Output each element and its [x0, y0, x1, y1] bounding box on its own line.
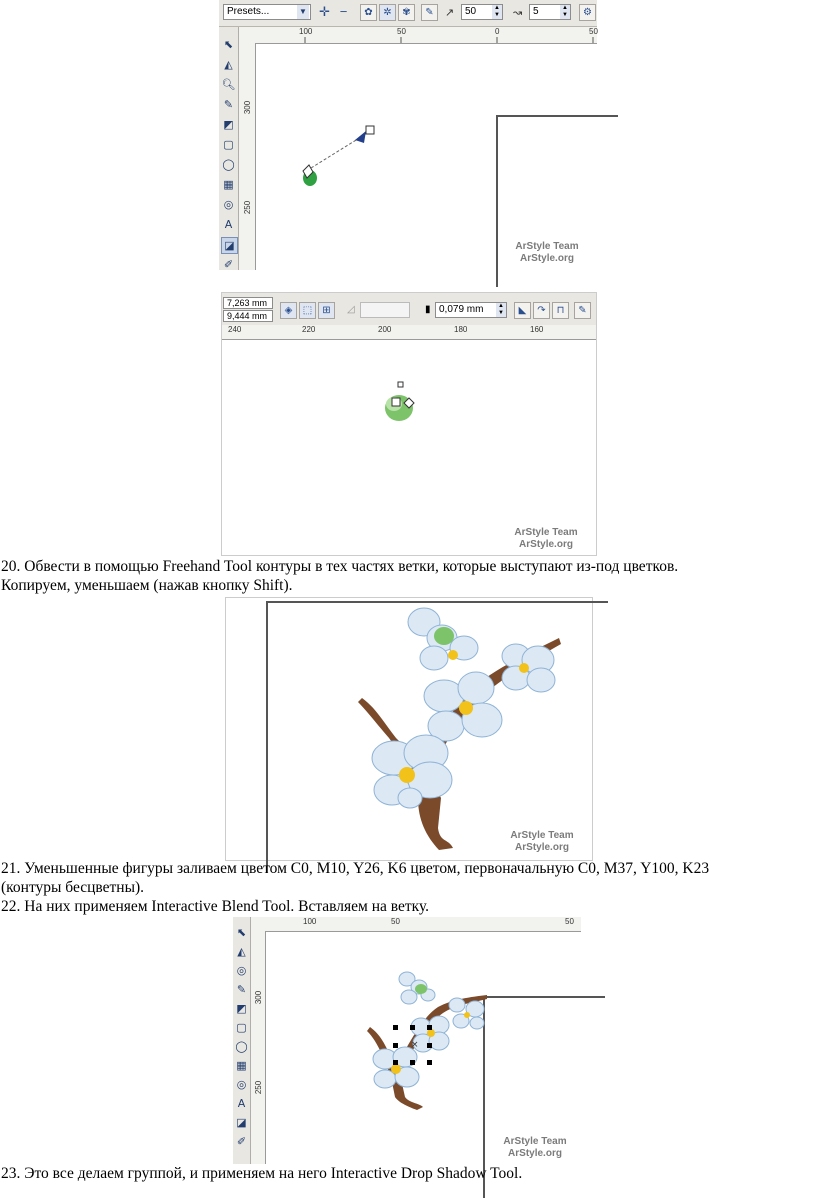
step-21-line-1: 21. Уменьшенные фигуры заливаем цветом C0, M10, Y26, K6 цветом, первоначальную C0, M37, Y100, K23 — [1, 860, 710, 877]
interactive-tool-icon[interactable]: ◪ — [236, 1116, 247, 1129]
smart-fill-icon[interactable]: ◩ — [236, 1002, 247, 1015]
end-handle-icon — [366, 126, 374, 134]
ruler-label: 50 — [589, 27, 598, 36]
smart-fill-icon[interactable]: ◩ — [223, 118, 234, 131]
watermark — [501, 241, 593, 265]
rectangle-tool-icon[interactable]: ▢ — [223, 138, 234, 151]
remove-preset-button[interactable]: − — [339, 4, 348, 19]
ellipse-tool-icon[interactable]: ◯ — [235, 1040, 248, 1053]
node-icon-3[interactable]: ⊞ — [318, 302, 335, 319]
watermark-line: ArStyle Team — [510, 830, 574, 841]
pick-tool-icon[interactable]: ⬉ — [223, 38, 234, 51]
node-icon-1[interactable]: ◈ — [280, 302, 297, 319]
watermark-line: ArStyle Team — [515, 241, 579, 252]
screenshot-2 — [221, 292, 597, 556]
ruler-label: 300 — [254, 990, 264, 1005]
freehand-tool-icon[interactable]: ✎ — [236, 983, 247, 996]
angle-icon: ◿ — [347, 304, 355, 315]
add-preset-button[interactable]: ✛ — [319, 4, 330, 19]
text-tool-icon[interactable]: A — [224, 218, 233, 231]
basic-shapes-icon[interactable]: ◎ — [236, 1078, 247, 1091]
step-23-line-1: 23. Это все делаем группой, и применяем на него Interactive Drop Shadow Tool. — [1, 1165, 523, 1182]
cherry-branch-drawing — [233, 917, 581, 1164]
options-icon[interactable]: ✎ — [574, 302, 591, 319]
watermark-line: ArStyle.org — [519, 539, 573, 550]
shape-tool-icon[interactable]: ◭ — [224, 58, 233, 71]
start-handle-icon — [392, 398, 400, 406]
ruler-label: 300 — [243, 100, 253, 115]
spinner-icon[interactable]: ▲ ▼ — [560, 5, 570, 19]
step-20-line-1: 20. Обвести в помощью Freehand Tool контуры в тех частях ветки, которые выступают из-под цветков. — [1, 558, 679, 575]
flower-center — [459, 701, 473, 715]
flower-center — [391, 1064, 401, 1074]
basic-shapes-icon[interactable]: ◎ — [223, 198, 234, 211]
flower-center — [399, 767, 415, 783]
width-value: 5 — [533, 6, 539, 17]
screenshot-4 — [233, 917, 581, 1164]
step-21-line-2: (контуры бесцветны). — [1, 879, 145, 896]
blend-drag-drawing — [219, 0, 597, 270]
ruler-label: 250 — [254, 1080, 264, 1095]
step-20-line-2: Копируем, уменьшаем (нажав кнопку Shift). — [1, 577, 293, 594]
watermark — [500, 527, 592, 551]
blend-icon-4[interactable]: ✎ — [421, 4, 438, 21]
ruler-label: 50 — [397, 27, 406, 36]
ruler-label: 100 — [303, 917, 317, 926]
watermark-line: ArStyle Team — [514, 527, 578, 538]
cherry-branch-drawing — [226, 598, 592, 860]
node-icon-2[interactable]: ⬚ — [299, 302, 316, 319]
watermark-line: ArStyle.org — [520, 253, 574, 264]
step-22-line-1: 22. На них применяем Interactive Blend Tool. Вставляем на ветку. — [1, 898, 430, 915]
ruler-label: 240 — [228, 325, 242, 334]
ellipse-tool-icon[interactable]: ◯ — [222, 158, 235, 171]
watermark-line: ArStyle.org — [515, 842, 569, 853]
pick-tool-icon[interactable]: ⬉ — [236, 926, 247, 939]
leaf-shape — [415, 984, 427, 994]
options-icon[interactable]: ⚙ — [579, 4, 596, 21]
blend-icon-1[interactable]: ✿ — [360, 4, 377, 21]
ruler-label: 180 — [454, 325, 468, 334]
blend-icon-3[interactable]: ✾ — [398, 4, 415, 21]
watermark — [496, 830, 588, 854]
polygon-tool-icon[interactable]: ▦ — [223, 178, 234, 191]
interactive-blend-icon[interactable]: ◪ — [221, 237, 238, 254]
chevron-down-icon: ▼ — [297, 5, 309, 19]
steps-value: 50 — [465, 6, 477, 17]
arrow-blue-icon — [355, 131, 366, 143]
leaf-shape — [434, 627, 454, 645]
spinner-icon[interactable]: ▲ ▼ — [492, 5, 502, 19]
eyedropper-icon[interactable]: ✐ — [223, 258, 234, 271]
zoom-tool-icon[interactable]: 🔍︎ — [221, 78, 236, 91]
ruler-label: 0 — [495, 27, 500, 36]
spinner-icon[interactable]: ▲ ▼ — [496, 303, 506, 317]
rotate-icon[interactable]: ↷ — [533, 302, 550, 319]
ruler-label: 200 — [378, 325, 392, 334]
shape-tool-icon[interactable]: ◭ — [237, 945, 246, 958]
outline-width-value: 0,079 mm — [439, 304, 484, 315]
outline-icon: ▮ — [425, 304, 431, 315]
ruler-label: 50 — [565, 917, 574, 926]
presets-label: Presets... — [227, 6, 270, 17]
center-marker-icon: × — [411, 1040, 419, 1050]
top-handle-icon — [398, 382, 403, 387]
flower-center — [464, 1012, 470, 1018]
eyedropper-icon[interactable]: ✐ — [236, 1135, 247, 1148]
zoom-tool-icon[interactable]: ◎ — [236, 964, 247, 977]
text-tool-icon[interactable]: A — [237, 1097, 246, 1110]
ruler-label: 250 — [243, 200, 253, 215]
freehand-tool-icon[interactable]: ✎ — [223, 98, 234, 111]
screenshot-3 — [225, 597, 593, 861]
polygon-tool-icon[interactable]: ▦ — [236, 1059, 247, 1072]
watermark-line: ArStyle Team — [503, 1136, 567, 1147]
ruler-label: 160 — [530, 325, 544, 334]
blend-icon-2[interactable]: ✲ — [379, 4, 396, 21]
object-width-field[interactable]: 7,263 mm — [223, 297, 273, 309]
leaf-blend-drawing — [222, 293, 596, 555]
width-icon: ↝ — [513, 7, 523, 19]
screenshot-1 — [219, 0, 597, 270]
lock-icon[interactable]: ⊓ — [552, 302, 569, 319]
flower-center — [448, 650, 458, 660]
to-back-icon[interactable]: ◣ — [514, 302, 531, 319]
rectangle-tool-icon[interactable]: ▢ — [236, 1021, 247, 1034]
ruler-label: 50 — [391, 917, 400, 926]
watermark-line: ArStyle.org — [508, 1148, 562, 1159]
flower-center — [427, 1029, 435, 1037]
object-height-field[interactable]: 9,444 mm — [223, 310, 273, 322]
ruler-label: 220 — [302, 325, 316, 334]
ruler-label: 100 — [299, 27, 313, 36]
steps-icon: ↗ — [445, 7, 455, 19]
blend-path-line — [311, 137, 361, 168]
watermark — [489, 1136, 581, 1160]
flower-center — [519, 663, 529, 673]
